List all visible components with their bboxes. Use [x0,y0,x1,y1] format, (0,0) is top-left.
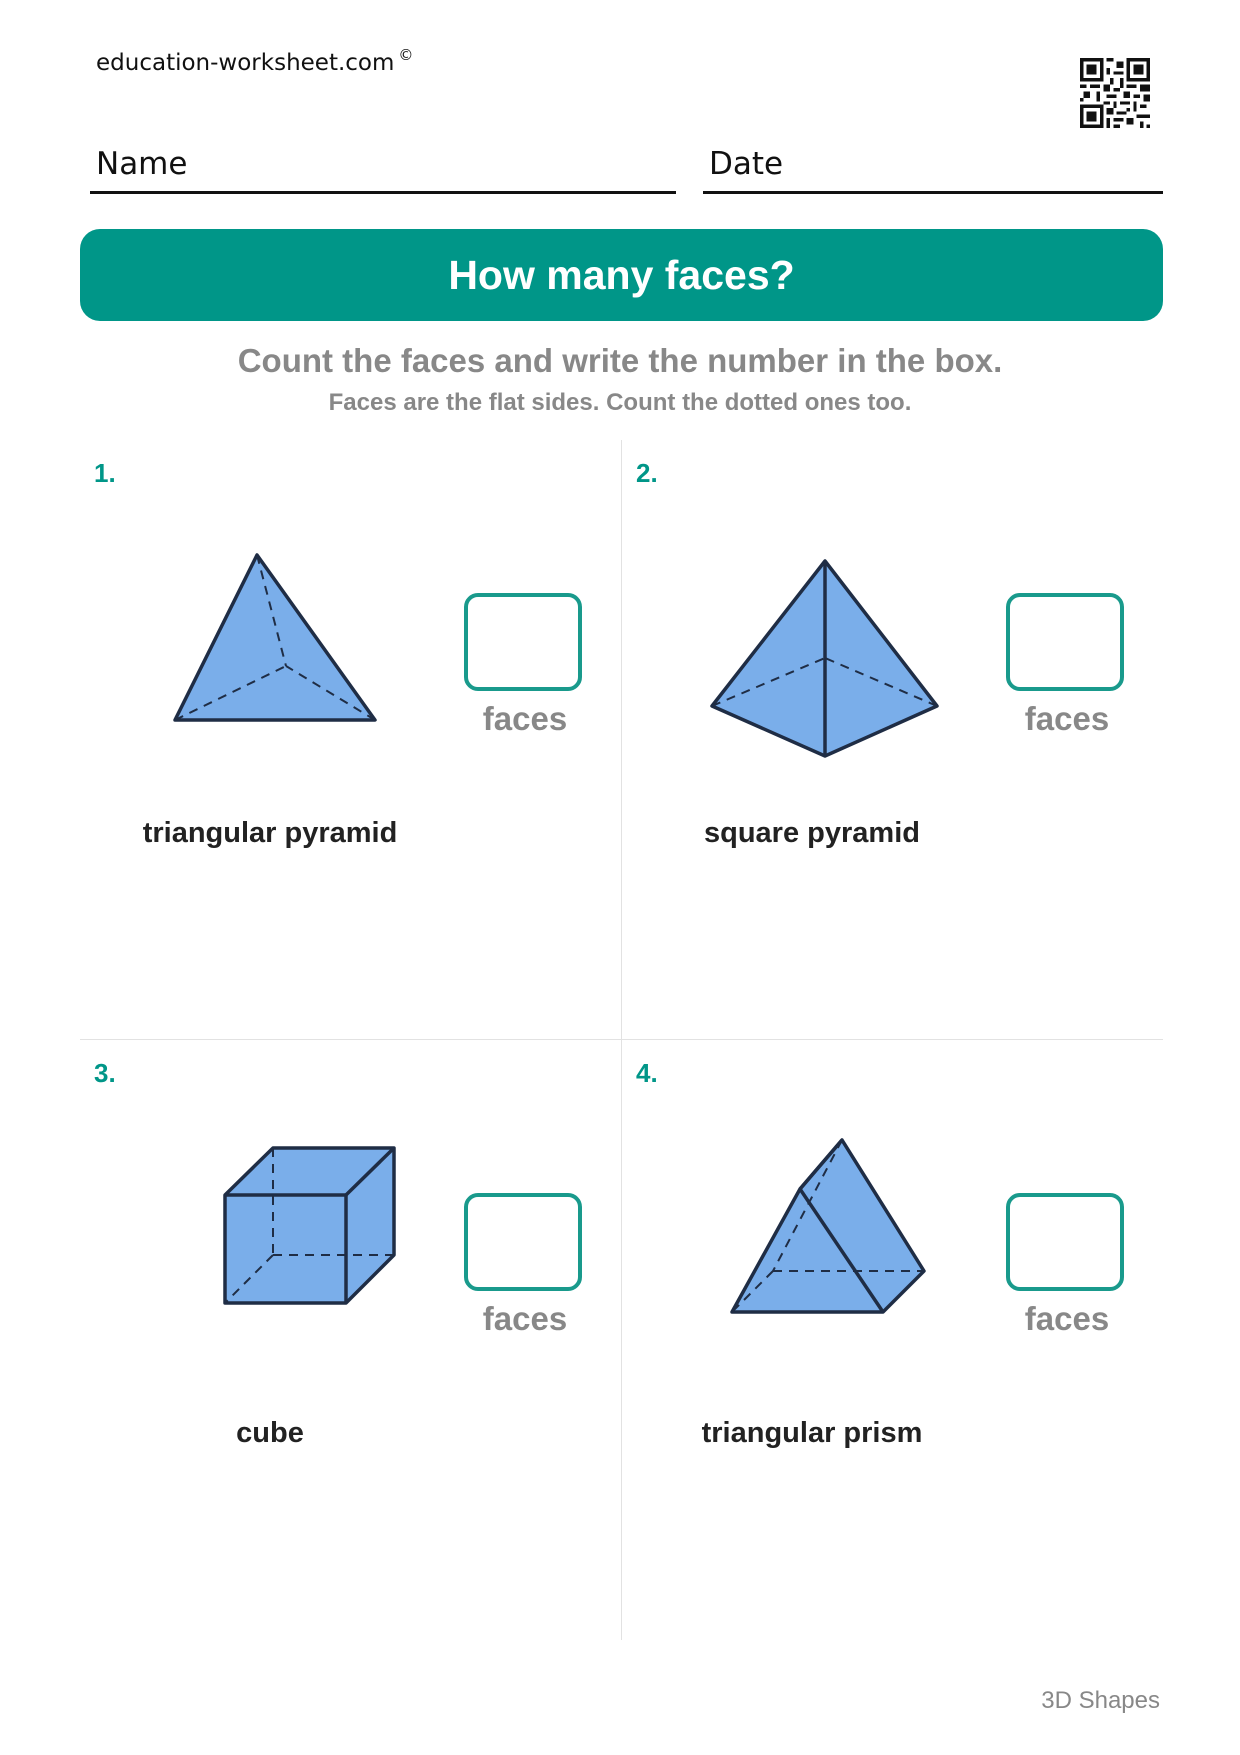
answer-box[interactable] [1006,1193,1124,1291]
square-pyramid-icon [707,558,941,760]
faces-label: faces [1024,700,1110,737]
date-field[interactable] [703,140,1163,194]
site-brand [96,46,413,76]
site-name: education-worksheet.com [96,50,395,76]
problem-number: 1. [94,458,116,488]
shape-name: cube [236,1417,304,1449]
name-field[interactable] [90,140,676,194]
problem-card-1 [80,440,620,1038]
date-label: Date [709,146,784,182]
problem-number: 3. [94,1058,116,1088]
problem-card-3 [80,1040,620,1638]
triangular-prism-icon [727,1135,937,1317]
answer-box[interactable] [464,1193,582,1291]
shape-name: triangular prism [701,1417,923,1449]
cube-icon [220,1143,400,1321]
problem-card-4 [622,1040,1162,1638]
answer-box[interactable] [464,593,582,691]
answer-box[interactable] [1006,593,1124,691]
faces-label: faces [482,700,568,737]
instruction-sub: Faces are the flat sides. Count the dotted ones too. [328,389,912,416]
problem-number: 4. [636,1058,658,1088]
instruction-main: Count the faces and write the number in the box. [237,342,1003,379]
faces-label: faces [482,1300,568,1337]
triangular-pyramid-icon [170,552,380,724]
problem-number: 2. [636,458,658,488]
name-label: Name [96,146,188,182]
footer-topic: 3D Shapes [1041,1687,1160,1714]
shape-name: triangular pyramid [142,817,398,849]
qr-code-icon [1080,58,1150,128]
faces-label: faces [1024,1300,1110,1337]
problem-card-2 [622,440,1162,1038]
title-banner [80,229,1163,321]
page-title: How many faces? [448,251,795,298]
shape-name: square pyramid [704,817,920,849]
copyright-symbol: © [398,46,414,64]
